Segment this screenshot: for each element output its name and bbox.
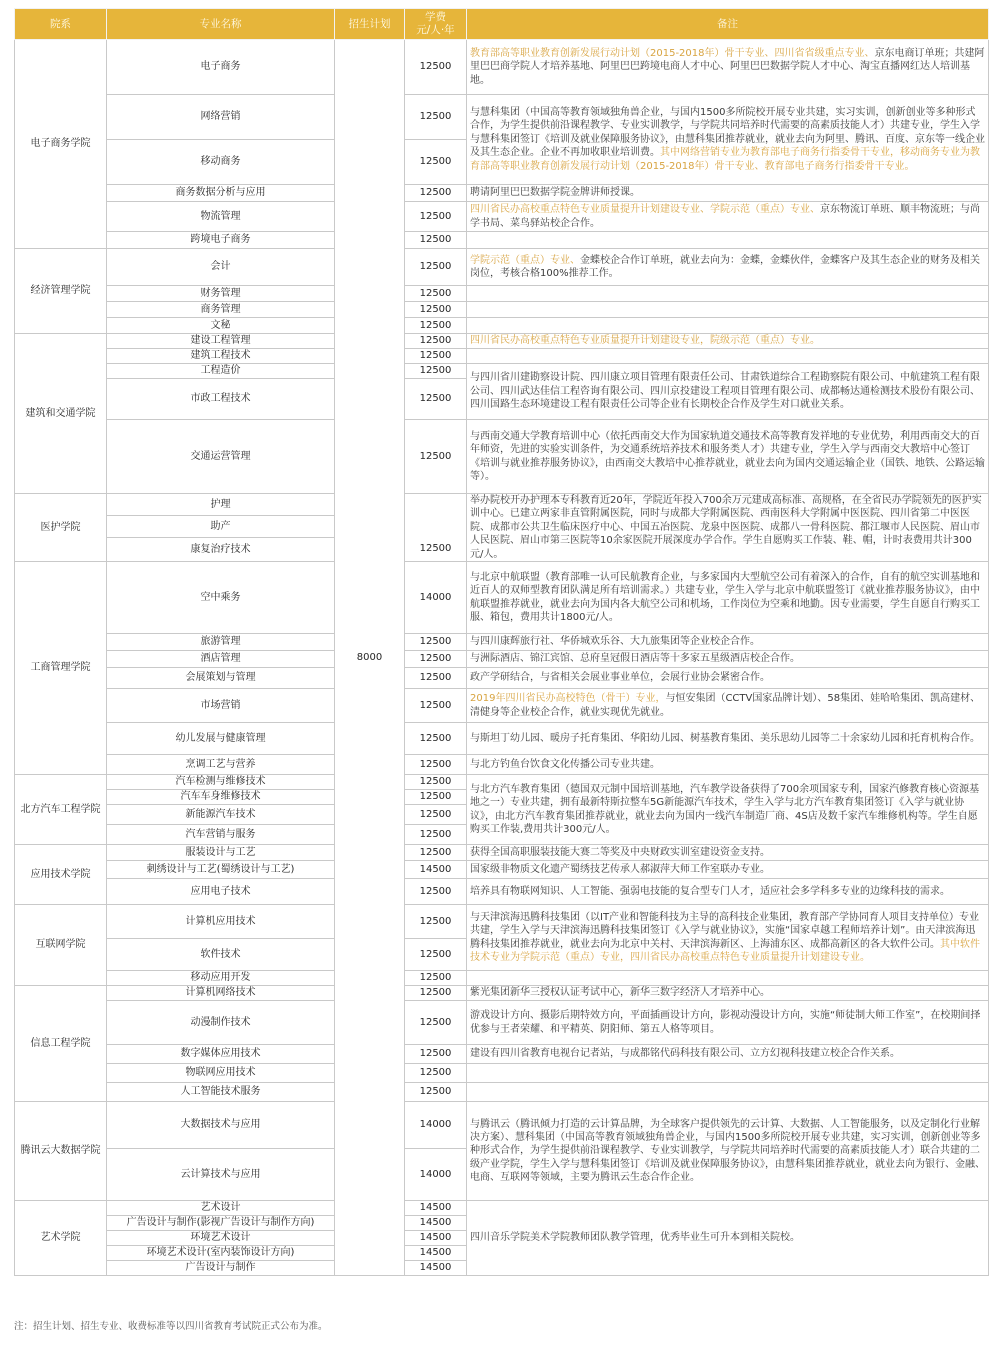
note-cell (467, 349, 989, 364)
note-cell: 与四川康辉旅行社、华侨城欢乐谷、大九旅集团等企业校企合作。 (467, 634, 989, 651)
note-cell (467, 905, 989, 971)
table-row (15, 249, 989, 286)
major-cell: 环境艺术设计 (107, 1231, 335, 1246)
note-cell: 与四川省川建勘察设计院、四川康立项目管理有限责任公司、甘肃铁道综合工程勘察院有限公司、中航建筑工程有限公司、四川武达佳信工程咨询有限公司、四川京投建设工程项目管理有限公司、成都畅达通检测技术股份有限公司、四川国路生态环境建设工程有限责任公司等企业有长期校企合作及学生对口就业关系。 (467, 364, 989, 420)
note-cell (467, 1083, 989, 1102)
college-cell: 建筑和交通学院 (15, 334, 107, 494)
fee-cell: 12500 (405, 420, 467, 494)
major-cell: 跨境电子商务 (107, 232, 335, 249)
header-fee (405, 9, 467, 40)
table-row (15, 334, 989, 349)
major-cell: 数字媒体应用技术 (107, 1045, 335, 1064)
fee-cell: 12500 (405, 723, 467, 755)
fee-cell: 12500 (405, 1083, 467, 1102)
note-cell: 四川音乐学院美术学院教师团队教学管理，优秀毕业生可升本到相关院校。 (467, 1201, 989, 1276)
fee-cell: 12500 (405, 232, 467, 249)
note-cell: 与西南交通大学教育培训中心（依托西南交大作为国家轨道交通技术高等教育发祥地的专业优势，利用西南交大的百年师资，先进的实验实训条件，为交通系统培养技术和服务类人才）共建专业，学生入学与西南交大教培中心签订《培训与就业推荐服务协议》，由西南交大教培中心推荐就业，就业去向为国内交通运输企业（国铁、地铁、公路运输等）。 (467, 420, 989, 494)
header-fee-line1: 学费 (425, 11, 446, 23)
table-row (15, 95, 989, 140)
table-row (15, 40, 989, 95)
table-row (15, 971, 989, 986)
fee-cell: 12500 (405, 689, 467, 723)
fee-cell: 12500 (405, 95, 467, 140)
header-college: 院系 (15, 9, 107, 40)
fee-cell: 12500 (405, 334, 467, 349)
major-cell: 会计 (107, 249, 335, 286)
fee-cell: 14500 (405, 1261, 467, 1276)
major-cell: 幼儿发展与健康管理 (107, 723, 335, 755)
major-cell: 建筑工程技术 (107, 349, 335, 364)
major-cell: 文秘 (107, 318, 335, 334)
note-cell: 政产学研结合，与省相关会展业事业单位，会展行业协会紧密合作。 (467, 668, 989, 689)
note-highlight: 教育部高等职业教育创新发展行动计划（2015-2018年）骨干专业、四川省省级重点专业、 (470, 47, 875, 59)
major-cell: 汽车营销与服务 (107, 825, 335, 845)
fee-cell: 12500 (405, 302, 467, 318)
fee-cell: 14500 (405, 1246, 467, 1261)
note-text: 与恒安集团（CCTV国家品牌计划）、58集团、娃哈哈集团、凯高建材、清健身等企业校企合作，就业实现优先就业。 (470, 693, 981, 718)
note-cell (467, 232, 989, 249)
note-cell (467, 318, 989, 334)
major-cell: 服装设计与工艺 (107, 845, 335, 861)
college-cell: 腾讯云大数据学院 (15, 1102, 107, 1201)
fee-cell: 12500 (405, 1045, 467, 1064)
header-row (15, 9, 989, 40)
table-row (15, 1201, 989, 1216)
table-row (15, 1083, 989, 1102)
major-cell: 刺绣设计与工艺(蜀绣设计与工艺) (107, 861, 335, 879)
major-cell: 计算机网络技术 (107, 986, 335, 1001)
note-cell: 聘请阿里巴巴数据学院金牌讲师授课。 (467, 185, 989, 202)
major-cell: 计算机应用技术 (107, 905, 335, 939)
plan-total-cell: 8000 (335, 40, 405, 1276)
table-row (15, 232, 989, 249)
fee-cell: 12500 (405, 202, 467, 232)
note-highlight: 其中网络营销专业为教育部电子商务行指委骨干专业，移动商务专业为教育部高等职业教育创新发展行动计划（2015-2018年）骨干专业、教育部电子商务行指委骨干专业。 (470, 147, 980, 172)
major-cell: 空中乘务 (107, 562, 335, 634)
note-cell: 培养具有物联网知识、人工智能、强弱电技能的复合型专门人才，适应社会多学科多专业的边缘科技的需求。 (467, 879, 989, 905)
college-cell: 经济管理学院 (15, 249, 107, 334)
note-cell (467, 971, 989, 986)
note-cell (467, 40, 989, 95)
table-row (15, 905, 989, 939)
table-row (15, 651, 989, 668)
major-cell: 广告设计与制作(影视广告设计与制作方向) (107, 1216, 335, 1231)
fee-cell: 12500 (405, 349, 467, 364)
table-row (15, 723, 989, 755)
major-cell: 应用电子技术 (107, 879, 335, 905)
college-cell: 电子商务学院 (15, 40, 107, 249)
note-cell: 与腾讯云（腾讯倾力打造的云计算品牌，为全球客户提供领先的云计算、大数据、人工智能服务，以及定制化行业解决方案）、慧科集团（中国高等教育领域独角兽企业，与国内1500多所院校开展专业共建，实习实训，创新创业等多种形式合作，为学生提供前沿课程教学、专业实训教学，与学院共同培养时代需要的高素质技能人才）联合共建的二级产业学院，学生入学与慧科集团签订《培训及就业保障服务协议》，由慧科集团推荐就业，就业去向为银行、金融、电商、互联网等领域，主要为腾讯云生态合作企业。 (467, 1102, 989, 1201)
note-cell: 举办院校开办护理本专科教育近20年，学院近年投入700余万元建成高标准、高规格，在全省民办学院领先的医护实训中心。已建立两家非直管附属医院，同时与成都大学附属医院、西南医科大学附属中医医院、四川省第二中医医院、成都市公共卫生临床医疗中心、中国五冶医院、龙泉中医医院、成都八一骨科医院、都江堰市人民医院、眉山市人民医院、眉山市第三医院等10余家医院开展深度办学合作。学生自愿购买工作装、鞋、帽，计时表费用共计300元/人。 (467, 494, 989, 562)
major-cell: 云计算技术与应用 (107, 1149, 335, 1201)
major-cell: 广告设计与制作 (107, 1261, 335, 1276)
major-cell: 酒店管理 (107, 651, 335, 668)
major-cell: 物流管理 (107, 202, 335, 232)
note-highlight: 2019年四川省民办高校特色（骨干）专业， (470, 693, 666, 705)
footnote: 注：招生计划、招生专业、收费标准等以四川省教育考试院正式公布为准。 (14, 1321, 328, 1332)
major-cell: 市政工程技术 (107, 379, 335, 420)
major-cell: 烹调工艺与营养 (107, 755, 335, 775)
major-cell: 工程造价 (107, 364, 335, 379)
fee-cell: 14500 (405, 1231, 467, 1246)
table-row (15, 879, 989, 905)
fee-cell: 12500 (405, 845, 467, 861)
table-row (15, 1064, 989, 1083)
table-row (15, 420, 989, 494)
note-cell (467, 689, 989, 723)
note-highlight: 四川省民办高校重点特色专业质量提升计划建设专业、学院示范（重点）专业、 (470, 204, 820, 216)
major-cell: 人工智能技术服务 (107, 1083, 335, 1102)
major-cell: 护理 (107, 494, 335, 516)
note-highlight: 学院示范（重点）专业、 (470, 254, 580, 266)
note-highlight: 四川省民办高校重点特色专业质量提升计划建设专业，院级示范（重点）专业。 (470, 335, 820, 347)
major-cell: 汽车车身维修技术 (107, 790, 335, 805)
table-row (15, 634, 989, 651)
note-cell (467, 1064, 989, 1083)
table-row (15, 845, 989, 861)
note-cell (467, 286, 989, 302)
table-row (15, 775, 989, 790)
fee-cell: 12500 (405, 790, 467, 805)
fee-cell: 14500 (405, 861, 467, 879)
major-cell: 物联网应用技术 (107, 1064, 335, 1083)
note-cell: 与北方汽车教育集团（德国双元制中国培训基地，汽车教学设备获得了700余项国家专利，国家汽修教育核心资源基地之一）专业共建，拥有最新特斯拉整车5G新能源汽车技术，学生入学与北方汽车教育集团签订《入学与就业协议》，由北方汽车教育集团推荐就业，就业去向为国内一线汽车制造厂商、4S店及数千家汽车维修机构等。学生自愿购买工作装,费用共计300元/人。 (467, 775, 989, 845)
fee-cell: 12500 (405, 755, 467, 775)
note-cell: 与洲际酒店、锦江宾馆、总府皇冠假日酒店等十多家五星级酒店校企合作。 (467, 651, 989, 668)
header-fee-line2: 元/人·年 (416, 24, 455, 36)
note-cell: 国家级非物质文化遗产蜀绣技艺传承人郝淑萍大师工作室联办专业。 (467, 861, 989, 879)
table-row (15, 861, 989, 879)
college-cell: 北方汽车工程学院 (15, 775, 107, 845)
note-cell (467, 302, 989, 318)
fee-cell: 12500 (405, 249, 467, 286)
fee-cell: 12500 (405, 986, 467, 1001)
major-cell: 助产 (107, 516, 335, 538)
table-row (15, 689, 989, 723)
college-cell: 工商管理学院 (15, 562, 107, 775)
fee-cell: 12500 (405, 775, 467, 790)
fee-cell: 12500 (405, 379, 467, 420)
fee-cell: 12500 (405, 40, 467, 95)
fee-cell: 12500 (405, 805, 467, 825)
fee-cell: 12500 (405, 939, 467, 971)
major-cell: 建设工程管理 (107, 334, 335, 349)
note-text: 金蝶校企合作订单班，就业去向为：金蝶，金蝶伙伴，金蝶客户及其生态企业的财务及相关岗位，考核合格100%推荐工作。 (470, 254, 980, 279)
table-row (15, 1045, 989, 1064)
major-cell: 电子商务 (107, 40, 335, 95)
note-text: 与慧科集团（中国高等教育领域独角兽企业，与国内1500多所院校开展专业共建，实习实训，创新创业等多种形式合作，为学生提供前沿课程教学、专业实训教学，与学院共同培养时代需要的高素质技能人才）共建专业，学生入学与慧科集团签订《培训及就业保障服务协议》，由慧科集团推荐就业，就业去向为阿里、腾讯、百度、京东等一线企业及其生态企业。企业不再加收职业培训费。 (470, 106, 985, 159)
table-row (15, 364, 989, 379)
note-text: 京东物流订单班、顺丰物流班；与尚学书局、菜鸟驿站校企合作。 (470, 204, 980, 229)
table-row (15, 202, 989, 232)
header-plan: 招生计划 (335, 9, 405, 40)
major-cell: 康复治疗技术 (107, 538, 335, 562)
note-cell (467, 202, 989, 232)
major-cell: 环境艺术设计(室内装饰设计方向) (107, 1246, 335, 1261)
fee-cell: 12500 (405, 494, 467, 562)
major-cell: 交通运营管理 (107, 420, 335, 494)
table-row (15, 349, 989, 364)
note-cell (467, 249, 989, 286)
note-highlight: 其中软件技术专业为学院示范（重点）专业，四川省民办高校重点特色专业质量提升计划建设专业。 (470, 938, 980, 963)
fee-cell: 12500 (405, 905, 467, 939)
major-cell: 动漫制作技术 (107, 1001, 335, 1045)
fee-cell: 12500 (405, 634, 467, 651)
table-row (15, 562, 989, 634)
fee-cell: 14000 (405, 1102, 467, 1149)
fee-cell: 14000 (405, 1149, 467, 1201)
table-row (15, 1001, 989, 1045)
note-text: 与天津滨海迅腾科技集团（以IT产业和智能科技为主导的高科技企业集团，教育部产学协同育人项目支持单位）专业共建，学生入学与天津滨海迅腾科技集团签订《入学与就业协议》，实施“国家卓越工程师培养计划”。由天津滨海迅腾科技集团推荐就业，就业去向为北京中关村、天津滨海新区、上海浦东区、成都高新区的各大软件公司。 (470, 911, 980, 950)
table-row (15, 986, 989, 1001)
major-cell: 市场营销 (107, 689, 335, 723)
table-row (15, 302, 989, 318)
major-cell: 商务数据分析与应用 (107, 185, 335, 202)
fee-cell: 14000 (405, 562, 467, 634)
admission-table-wrapper (14, 8, 988, 1276)
major-cell: 新能源汽车技术 (107, 805, 335, 825)
fee-cell: 12500 (405, 364, 467, 379)
major-cell: 移动商务 (107, 140, 335, 185)
fee-cell: 12500 (405, 668, 467, 689)
table-row (15, 668, 989, 689)
note-cell: 与斯坦丁幼儿园、暖房子托育集团、华阳幼儿园、树基教育集团、美乐思幼儿园等二十余家幼儿园和托育机构合作。 (467, 723, 989, 755)
note-cell: 建设有四川省教育电视台记者站，与成都铭代码科技有限公司、立方幻视科技建立校企合作关系。 (467, 1045, 989, 1064)
college-cell: 互联网学院 (15, 905, 107, 986)
admission-table (14, 8, 989, 1276)
major-cell: 商务管理 (107, 302, 335, 318)
fee-cell: 12500 (405, 1001, 467, 1045)
note-text: 京东电商订单班；共建阿里巴巴商学院人才培养基地、阿里巴巴跨境电商人才中心、阿里巴巴数据学院人才中心、淘宝直播网红达人培训基地。 (470, 47, 985, 86)
fee-cell: 12500 (405, 318, 467, 334)
table-row (15, 185, 989, 202)
major-cell: 移动应用开发 (107, 971, 335, 986)
note-cell: 与北京中航联盟（教育部唯一认可民航教育企业，与多家国内大型航空公司有着深入的合作，自有的航空实训基地和近百人的双师型教育团队满足所有培训需求。）共建专业，学生入学与北京中航联盟签订《就业推荐服务协议》，由中航联盟推荐就业，就业去向为国内各大航空公司和机场，工作岗位为空乘和地勤。因专业需要，学生自愿自行购买工服、箱包，费用共计1800元/人。 (467, 562, 989, 634)
fee-cell: 12500 (405, 286, 467, 302)
college-cell: 信息工程学院 (15, 986, 107, 1102)
fee-cell: 12500 (405, 825, 467, 845)
table-row (15, 286, 989, 302)
fee-cell: 12500 (405, 1064, 467, 1083)
table-row (15, 318, 989, 334)
fee-cell: 14500 (405, 1216, 467, 1231)
major-cell: 艺术设计 (107, 1201, 335, 1216)
fee-cell: 14500 (405, 1201, 467, 1216)
table-row (15, 494, 989, 516)
college-cell: 应用技术学院 (15, 845, 107, 905)
major-cell: 财务管理 (107, 286, 335, 302)
note-cell: 获得全国高职服装技能大赛二等奖及中央财政实训室建设资金支持。 (467, 845, 989, 861)
major-cell: 汽车检测与维修技术 (107, 775, 335, 790)
college-cell: 艺术学院 (15, 1201, 107, 1276)
table-row (15, 1102, 989, 1149)
major-cell: 大数据技术与应用 (107, 1102, 335, 1149)
major-cell: 网络营销 (107, 95, 335, 140)
fee-cell: 12500 (405, 185, 467, 202)
fee-cell: 12500 (405, 651, 467, 668)
note-cell (467, 95, 989, 185)
header-major: 专业名称 (107, 9, 335, 40)
college-cell: 医护学院 (15, 494, 107, 562)
note-cell: 与北方钓鱼台饮食文化传播公司专业共建。 (467, 755, 989, 775)
note-cell: 游戏设计方向、摄影后期特效方向，平面插画设计方向，影视动漫设计方向，实施“师徒制大师工作室”，在校期间择优参与王者荣耀、和平精英、阴阳师、第五人格等项目。 (467, 1001, 989, 1045)
header-note: 备注 (467, 9, 989, 40)
fee-cell: 12500 (405, 879, 467, 905)
major-cell: 旅游管理 (107, 634, 335, 651)
note-cell: 紫光集团新华三授权认证考试中心，新华三数字经济人才培养中心。 (467, 986, 989, 1001)
fee-cell: 12500 (405, 971, 467, 986)
table-row (15, 755, 989, 775)
major-cell: 会展策划与管理 (107, 668, 335, 689)
fee-cell: 12500 (405, 140, 467, 185)
note-cell (467, 334, 989, 349)
major-cell: 软件技术 (107, 939, 335, 971)
